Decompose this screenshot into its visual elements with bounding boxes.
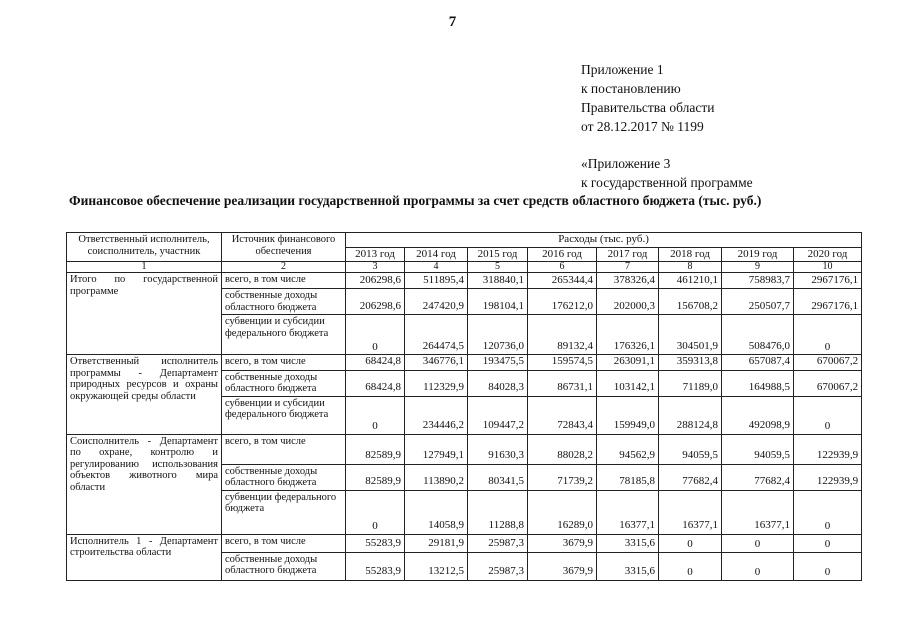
source-cell: собственные доходы областного бюджета bbox=[222, 552, 346, 580]
appendix-line: от 28.12.2017 № 1199 bbox=[581, 119, 704, 134]
value-cell: 94059,5 bbox=[722, 434, 794, 464]
column-number: 6 bbox=[528, 262, 597, 273]
value-cell: 0 bbox=[659, 552, 722, 580]
value-cell: 80341,5 bbox=[468, 464, 528, 490]
value-cell: 0 bbox=[346, 396, 405, 434]
value-cell: 71189,0 bbox=[659, 370, 722, 396]
value-cell: 3315,6 bbox=[597, 552, 659, 580]
value-cell: 25987,3 bbox=[468, 534, 528, 552]
value-cell: 16377,1 bbox=[722, 490, 794, 534]
header-row bbox=[67, 233, 862, 248]
column-number: 5 bbox=[468, 262, 528, 273]
value-cell: 0 bbox=[794, 490, 862, 534]
value-cell: 346776,1 bbox=[405, 355, 468, 371]
value-cell: 0 bbox=[659, 534, 722, 552]
responsible-cell: Итого по государственной программе bbox=[67, 273, 222, 355]
value-cell: 247420,9 bbox=[405, 289, 468, 315]
header-source: Источник финансового обеспечения bbox=[222, 233, 346, 262]
value-cell: 159949,0 bbox=[597, 396, 659, 434]
value-cell: 3315,6 bbox=[597, 534, 659, 552]
value-cell: 193475,5 bbox=[468, 355, 528, 371]
value-cell: 71739,2 bbox=[528, 464, 597, 490]
year-header: 2015 год bbox=[468, 247, 528, 262]
value-cell: 103142,1 bbox=[597, 370, 659, 396]
appendix-line: «Приложение 3 bbox=[581, 156, 671, 171]
value-cell: 176326,1 bbox=[597, 315, 659, 355]
page-number: 7 bbox=[448, 14, 457, 30]
value-cell: 670067,2 bbox=[794, 355, 862, 371]
value-cell: 94562,9 bbox=[597, 434, 659, 464]
value-cell: 378326,4 bbox=[597, 273, 659, 289]
value-cell: 265344,4 bbox=[528, 273, 597, 289]
value-cell: 72843,4 bbox=[528, 396, 597, 434]
value-cell: 202000,3 bbox=[597, 289, 659, 315]
source-cell: субвенции федерального бюджета bbox=[222, 490, 346, 534]
value-cell: 86731,1 bbox=[528, 370, 597, 396]
table-row bbox=[67, 434, 862, 464]
value-cell: 113890,2 bbox=[405, 464, 468, 490]
value-cell: 122939,9 bbox=[794, 434, 862, 464]
value-cell: 234446,2 bbox=[405, 396, 468, 434]
year-header: 2019 год bbox=[722, 247, 794, 262]
table-body bbox=[67, 273, 862, 581]
header-expenses: Расходы (тыс. руб.) bbox=[346, 233, 862, 248]
value-cell: 127949,1 bbox=[405, 434, 468, 464]
table-row bbox=[67, 273, 862, 289]
value-cell: 264474,5 bbox=[405, 315, 468, 355]
financing-table bbox=[66, 232, 862, 581]
value-cell: 511895,4 bbox=[405, 273, 468, 289]
value-cell: 461210,1 bbox=[659, 273, 722, 289]
value-cell: 82589,9 bbox=[346, 434, 405, 464]
table-row bbox=[67, 355, 862, 371]
source-cell: собственные доходы областного бюджета bbox=[222, 464, 346, 490]
value-cell: 77682,4 bbox=[659, 464, 722, 490]
value-cell: 657087,4 bbox=[722, 355, 794, 371]
appendix-line: Приложение 1 bbox=[581, 62, 664, 77]
appendix-gap bbox=[581, 136, 753, 154]
value-cell: 11288,8 bbox=[468, 490, 528, 534]
value-cell: 0 bbox=[346, 490, 405, 534]
source-cell: всего, в том числе bbox=[222, 434, 346, 464]
value-cell: 55283,9 bbox=[346, 534, 405, 552]
value-cell: 206298,6 bbox=[346, 289, 405, 315]
value-cell: 176212,0 bbox=[528, 289, 597, 315]
value-cell: 159574,5 bbox=[528, 355, 597, 371]
source-cell: субвенции и субсидии федерального бюджета bbox=[222, 396, 346, 434]
source-cell: собственные доходы областного бюджета bbox=[222, 289, 346, 315]
value-cell: 492098,9 bbox=[722, 396, 794, 434]
value-cell: 164988,5 bbox=[722, 370, 794, 396]
value-cell: 0 bbox=[794, 534, 862, 552]
source-cell: всего, в том числе bbox=[222, 534, 346, 552]
value-cell: 16289,0 bbox=[528, 490, 597, 534]
value-cell: 359313,8 bbox=[659, 355, 722, 371]
value-cell: 16377,1 bbox=[597, 490, 659, 534]
value-cell: 0 bbox=[794, 396, 862, 434]
value-cell: 206298,6 bbox=[346, 273, 405, 289]
responsible-cell: Соисполнитель - Департамент по охране, контролю и регулированию использования объектов животного мира области bbox=[67, 434, 222, 534]
column-number: 2 bbox=[222, 262, 346, 273]
value-cell: 122939,9 bbox=[794, 464, 862, 490]
source-cell: всего, в том числе bbox=[222, 355, 346, 371]
column-number-row bbox=[67, 262, 862, 273]
value-cell: 120736,0 bbox=[468, 315, 528, 355]
value-cell: 0 bbox=[794, 552, 862, 580]
year-header: 2016 год bbox=[528, 247, 597, 262]
value-cell: 14058,9 bbox=[405, 490, 468, 534]
source-cell: субвенции и субсидии федерального бюджета bbox=[222, 315, 346, 355]
value-cell: 94059,5 bbox=[659, 434, 722, 464]
year-header: 2020 год bbox=[794, 247, 862, 262]
year-header: 2013 год bbox=[346, 247, 405, 262]
value-cell: 304501,9 bbox=[659, 315, 722, 355]
value-cell: 82589,9 bbox=[346, 464, 405, 490]
value-cell: 89132,4 bbox=[528, 315, 597, 355]
value-cell: 0 bbox=[722, 534, 794, 552]
value-cell: 88028,2 bbox=[528, 434, 597, 464]
value-cell: 13212,5 bbox=[405, 552, 468, 580]
column-number: 3 bbox=[346, 262, 405, 273]
value-cell: 250507,7 bbox=[722, 289, 794, 315]
value-cell: 263091,1 bbox=[597, 355, 659, 371]
responsible-cell: Ответственный исполнитель программы - Департамент природных ресурсов и охраны окружающей среды области bbox=[67, 355, 222, 435]
year-header: 2018 год bbox=[659, 247, 722, 262]
value-cell: 68424,8 bbox=[346, 370, 405, 396]
value-cell: 198104,1 bbox=[468, 289, 528, 315]
value-cell: 84028,3 bbox=[468, 370, 528, 396]
value-cell: 78185,8 bbox=[597, 464, 659, 490]
header-responsible: Ответственный исполнитель, соисполнитель, участник bbox=[67, 233, 222, 262]
value-cell: 68424,8 bbox=[346, 355, 405, 371]
year-header: 2017 год bbox=[597, 247, 659, 262]
value-cell: 156708,2 bbox=[659, 289, 722, 315]
appendix-line: Правительства области bbox=[581, 100, 715, 115]
value-cell: 2967176,1 bbox=[794, 289, 862, 315]
responsible-cell: Исполнитель 1 - Департамент строительства области bbox=[67, 534, 222, 580]
column-number: 9 bbox=[722, 262, 794, 273]
source-cell: всего, в том числе bbox=[222, 273, 346, 289]
value-cell: 2967176,1 bbox=[794, 273, 862, 289]
value-cell: 25987,3 bbox=[468, 552, 528, 580]
value-cell: 318840,1 bbox=[468, 273, 528, 289]
value-cell: 3679,9 bbox=[528, 534, 597, 552]
document-title: Финансовое обеспечение реализации государственной программы за счет средств областного бюджета (тыс. руб.) bbox=[69, 193, 762, 208]
appendix-line: к государственной программе bbox=[581, 175, 753, 190]
column-number: 1 bbox=[67, 262, 222, 273]
year-header: 2014 год bbox=[405, 247, 468, 262]
value-cell: 112329,9 bbox=[405, 370, 468, 396]
value-cell: 288124,8 bbox=[659, 396, 722, 434]
value-cell: 77682,4 bbox=[722, 464, 794, 490]
value-cell: 0 bbox=[722, 552, 794, 580]
value-cell: 55283,9 bbox=[346, 552, 405, 580]
column-number: 10 bbox=[794, 262, 862, 273]
appendix-line: к постановлению bbox=[581, 81, 681, 96]
value-cell: 29181,9 bbox=[405, 534, 468, 552]
value-cell: 0 bbox=[346, 315, 405, 355]
value-cell: 670067,2 bbox=[794, 370, 862, 396]
value-cell: 758983,7 bbox=[722, 273, 794, 289]
value-cell: 508476,0 bbox=[722, 315, 794, 355]
table-row bbox=[67, 534, 862, 552]
column-number: 4 bbox=[405, 262, 468, 273]
column-number: 7 bbox=[597, 262, 659, 273]
value-cell: 109447,2 bbox=[468, 396, 528, 434]
appendix-block bbox=[581, 60, 753, 192]
value-cell: 91630,3 bbox=[468, 434, 528, 464]
source-cell: собственные доходы областного бюджета bbox=[222, 370, 346, 396]
value-cell: 16377,1 bbox=[659, 490, 722, 534]
value-cell: 0 bbox=[794, 315, 862, 355]
value-cell: 3679,9 bbox=[528, 552, 597, 580]
column-number: 8 bbox=[659, 262, 722, 273]
